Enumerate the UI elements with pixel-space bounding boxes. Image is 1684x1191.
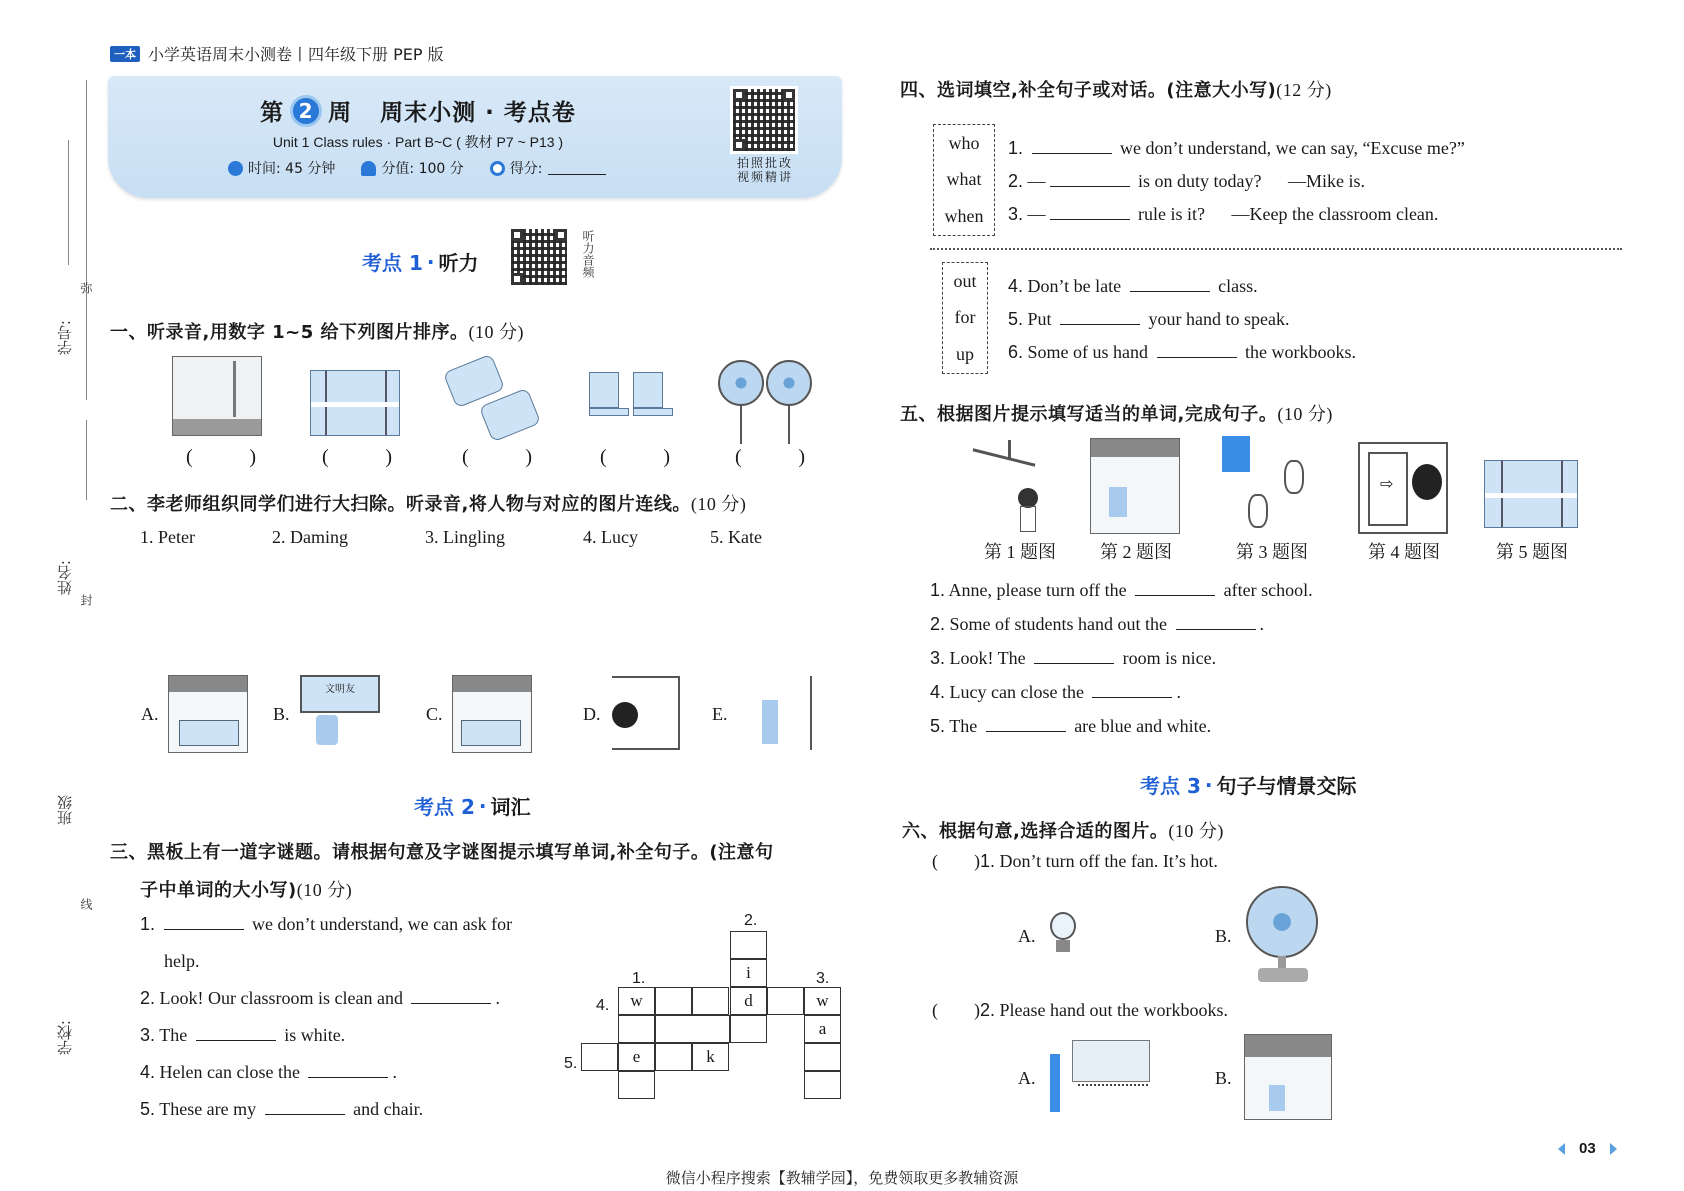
crossword-cell[interactable] [581,1043,618,1071]
time-limit: 时间: 45 分钟 [248,161,336,177]
answer-blank[interactable] [1135,580,1215,596]
answer-blank[interactable] [1130,276,1210,292]
q4-item-6: 6. Some of us hand the workbooks. [1008,342,1357,362]
score-field[interactable] [548,161,606,175]
crossword-cell[interactable] [804,1043,841,1071]
figure-5-label: 第 5 题图 [1496,542,1568,562]
crossword-cell[interactable] [730,931,767,959]
binding-line [86,420,87,500]
q6-item-2: ( )2. Please hand out the workbooks. [932,1000,1228,1020]
light-bulb-icon [1050,912,1080,956]
picture-teacher-with-students [1044,1038,1154,1116]
figure-5-window [1484,460,1578,528]
picture-workbooks [448,362,542,444]
answer-blank[interactable] [1034,648,1114,664]
question-3-title-cont: 子中单词的大小写)(10 分) [140,880,353,901]
crossword-cell[interactable]: k [692,1043,729,1071]
prev-page-icon[interactable] [1558,1143,1565,1155]
crossword-cell[interactable]: w [804,987,841,1015]
crossword-cell[interactable] [804,1071,841,1099]
group-divider [930,248,1622,250]
figure-3-label: 第 3 题图 [1236,542,1308,562]
figure-4-label: 第 4 题图 [1368,542,1440,562]
q2-name-5: 5. Kate [710,527,762,547]
question-1-title: 一、听录音,用数字 1~5 给下列图片排序。(10 分) [110,322,525,343]
score-label: 得分: [509,161,543,177]
figure-3-music-room [1222,436,1312,534]
series-header [110,42,444,65]
promo-footer: 微信小程序搜索【教辅学园】，免费领取更多教辅资源 [665,1169,1019,1187]
q3-item-3: 3. The is white. [140,1025,346,1045]
q3-item-1: 1. we don’t understand, we can ask for [140,914,513,934]
q6-2-option-b-label: B. [1215,1068,1232,1088]
answer-blank[interactable] [1176,614,1256,630]
week-number-badge: 2 [290,95,322,127]
figure-2-label: 第 2 题图 [1100,542,1172,562]
crossword-cell[interactable]: e [618,1043,655,1071]
crossword-cell[interactable] [655,1015,730,1043]
q6-1-option-a-label: A. [1018,926,1036,946]
q2-name-3: 3. Lingling [425,527,505,547]
figure-4-girl-closing-window: ⇨ [1358,442,1448,534]
award-icon [361,161,376,176]
picture-students-workbooks [1244,1034,1332,1120]
answer-blank[interactable] [164,914,244,930]
q1-answer-slot-1[interactable]: ( ) [186,446,256,468]
class-label: 班级 [56,795,74,825]
answer-blank[interactable] [1032,138,1112,154]
answer-blank[interactable] [1050,204,1130,220]
q4-item-5: 5. Put your hand to speak. [1008,309,1290,329]
q2-name-1: 1. Peter [140,527,195,547]
answer-paren[interactable]: ( ) [932,1000,980,1020]
crossword-cell[interactable] [618,1071,655,1099]
picture-boy-cleaning-door [740,676,812,750]
binding-line [86,80,87,400]
page-number: 03 [1579,1140,1596,1157]
question-3-title: 三、黑板上有一道字谜题。请根据句意及字谜图提示填写单词,补全句子。(注意句 [110,842,774,863]
q4-item-2: 2. — is on duty today? —Mike is. [1008,171,1366,191]
q2-name-2: 2. Daming [272,527,348,547]
brand-logo: 一本 [110,46,140,62]
q1-answer-slot-5[interactable]: ( ) [735,446,805,468]
picture-girl-cleaning-window [612,676,680,750]
q2-option-d-label: D. [583,704,601,724]
crossword-cell[interactable]: a [804,1015,841,1043]
q5-item-1: 1. Anne, please turn off the after school. [930,580,1313,600]
q6-2-option-a-label: A. [1018,1068,1036,1088]
next-page-icon[interactable] [1610,1143,1617,1155]
question-5-title: 五、根据图片提示填写适当的单词,完成句子。(10 分) [900,404,1333,425]
section-3-heading: 考点 3 · 句子与情景交际 [1140,772,1357,798]
q2-name-4: 4. Lucy [583,527,638,547]
q3-item-5: 5. These are my and chair. [140,1099,424,1119]
picture-window [310,370,400,436]
word-bank-1: who what when [933,124,995,236]
answer-blank[interactable] [1157,342,1237,358]
unit-subtitle: Unit 1 Class rules · Part B~C ( 教材 P7 ~ P13 ) [272,134,564,150]
q2-option-b-label: B. [273,704,290,724]
audio-qr-code[interactable] [508,226,570,288]
q3-item-2: 2. Look! Our classroom is clean and . [140,988,500,1008]
q3-item-1-cont: help. [164,951,200,971]
crossword-cell[interactable] [655,1043,692,1071]
student-no-label: 学号: [56,320,74,356]
figure-2-students-workbooks [1090,438,1180,534]
page-indicator [1558,1140,1617,1157]
q4-item-4: 4. Don’t be late class. [1008,276,1258,296]
audio-qr-caption: 听力音频 [581,230,595,278]
page-title: 第 2 周 周末小测 · 考点卷 [108,94,728,127]
series-title: 小学英语周末小测卷丨四年级下册 PEP 版 [148,45,444,64]
desk-fan-icon [1244,886,1324,986]
q1-answer-slot-4[interactable]: ( ) [600,446,670,468]
picture-fans [718,360,814,446]
alarm-clock-icon [228,161,243,176]
crossword-cell[interactable] [767,987,804,1015]
q1-answer-slot-2[interactable]: ( ) [322,446,392,468]
section-1-heading: 考点 1 · 听力 [362,249,479,275]
picture-girl-cleaning-blackboard: 文明友 [300,675,380,751]
picture-girl-arranging-desks [452,675,532,753]
exam-meta [228,158,606,178]
seal-mark: 线 [79,898,93,910]
title-banner [108,76,842,198]
target-icon [490,161,505,176]
q2-option-e-label: E. [712,704,728,724]
q1-answer-slot-3[interactable]: ( ) [462,446,532,468]
answer-blank[interactable] [986,716,1066,732]
grading-qr-code[interactable] [730,86,798,154]
question-6-title: 六、根据句意,选择合适的图片。(10 分) [902,821,1224,842]
q6-item-1: ( )1. Don’t turn off the fan. It’s hot. [932,851,1218,871]
student-no-line [68,140,69,265]
answer-blank[interactable] [265,1099,345,1115]
name-label: 姓名: [56,560,74,596]
answer-blank[interactable] [411,988,491,1004]
picture-chairs [585,372,677,446]
q6-1-option-b-label: B. [1215,926,1232,946]
crossword-cell[interactable]: i [730,959,767,987]
crossword-puzzle: 2. 1. 3. 4. 5. i w d w a e k [560,910,860,1110]
seal-mark: 弥 [79,282,93,294]
answer-blank[interactable] [308,1062,388,1078]
figure-1-ceiling-fan-girl [968,440,1068,534]
q4-item-3: 3. — rule is it? —Keep the classroom clean. [1008,204,1439,224]
crossword-cell[interactable] [730,1015,767,1043]
answer-blank[interactable] [1060,309,1140,325]
crossword-cell[interactable] [692,987,729,1015]
answer-blank[interactable] [196,1025,276,1041]
crossword-cell[interactable] [618,1015,655,1043]
q5-item-5: 5. The are blue and white. [930,716,1212,736]
q5-item-2: 2. Some of students hand out the . [930,614,1264,634]
picture-blackboard-wall [172,356,262,436]
q2-option-a-label: A. [141,704,159,724]
picture-boy-cleaning-desks [168,675,248,753]
crossword-cell[interactable] [655,987,692,1015]
q5-item-3: 3. Look! The room is nice. [930,648,1217,668]
answer-paren[interactable]: ( ) [932,851,980,871]
q5-item-4: 4. Lucy can close the . [930,682,1181,702]
answer-blank[interactable] [1050,171,1130,187]
crossword-cell[interactable]: w [618,987,655,1015]
total-score: 分值: 100 分 [381,161,464,177]
section-2-heading: 考点 2 · 词汇 [414,793,531,819]
question-2-title: 二、李老师组织同学们进行大扫除。听录音,将人物与对应的图片连线。(10 分) [110,494,747,515]
qr-caption: 拍照批改 视频精讲 [736,156,793,184]
question-4-title: 四、选词填空,补全句子或对话。(注意大小写)(12 分) [900,80,1332,101]
school-label: 学校: [56,1020,74,1056]
word-bank-2: out for up [942,262,988,374]
q4-item-1: 1. we don’t understand, we can say, “Excuse me?” [1008,138,1465,158]
q3-item-4: 4. Helen can close the . [140,1062,397,1082]
q2-option-c-label: C. [426,704,443,724]
seal-mark: 封 [79,594,93,606]
figure-1-label: 第 1 题图 [984,542,1056,562]
crossword-cell[interactable]: d [730,987,767,1015]
answer-blank[interactable] [1092,682,1172,698]
